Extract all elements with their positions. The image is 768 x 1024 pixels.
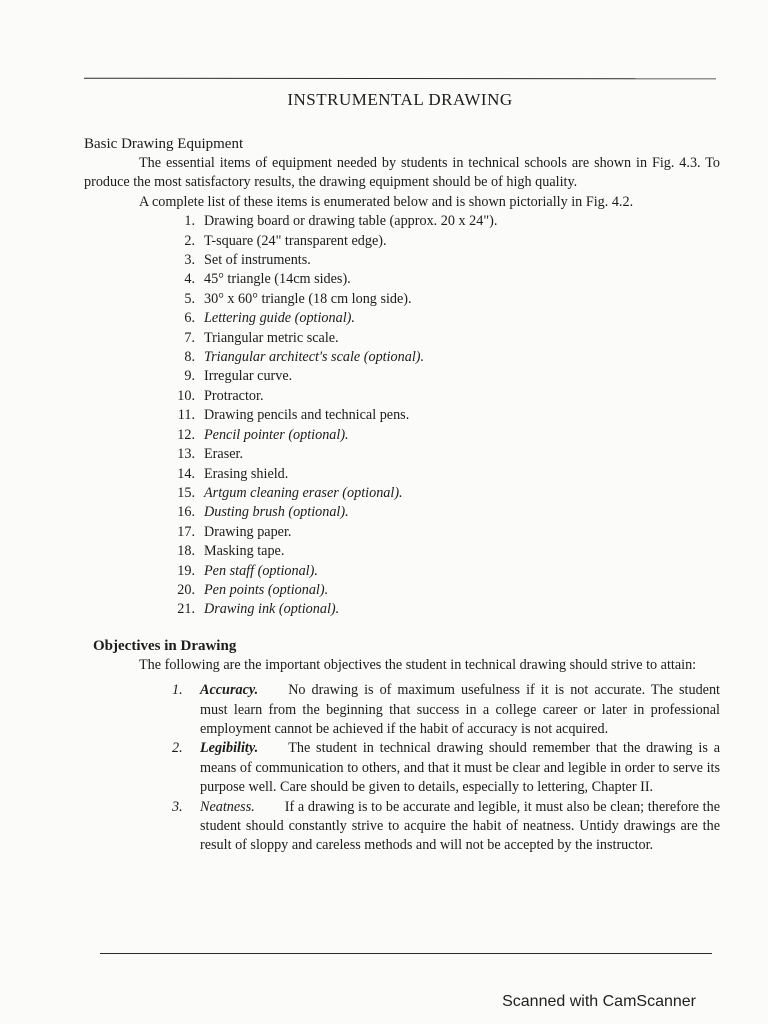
objective-body [200,798,720,856]
list-item-number: 9. [184,368,195,385]
list-item-text: Erasing shield. [204,465,289,482]
equipment-list-item [84,406,720,425]
list-item-text: Triangular architect's scale (optional). [204,349,425,366]
objective-number: 3. [172,798,183,815]
list-item-number: 8. [184,349,195,366]
list-item-number: 14. [177,465,195,482]
basic-paragraph-1: The essential items of equipment needed by students in technical schools are shown in Fig. 4.3. To produce the most satisfactory results, the drawing equipment should be of high quality. [84,155,720,191]
list-item-number: 16. [177,504,195,521]
objective-name: Legibility. [200,740,259,757]
objectives-list [84,681,720,856]
equipment-list-item [84,581,720,600]
objective-body [200,739,720,797]
list-item-number: 21. [177,601,195,618]
equipment-list-item [84,212,720,231]
top-rule [84,78,716,80]
list-item-number: 1. [184,213,195,230]
list-item-text: 45° triangle (14cm sides). [204,271,351,288]
list-item-text: Masking tape. [204,543,285,560]
list-item-text: Drawing ink (optional). [204,601,340,618]
equipment-list-item [84,426,720,445]
basic-paragraph-2: A complete list of these items is enumerated below and is shown pictorially in Fig. 4.2. [139,193,634,210]
equipment-list-item [84,562,720,581]
equipment-list-item [84,503,720,522]
list-item-text: T-square (24" transparent edge). [204,232,387,249]
list-item-number: 5. [184,290,195,307]
equipment-list [84,212,720,620]
list-item-text: Protractor. [204,387,264,404]
section-heading-basic: Basic Drawing Equipment [84,136,244,152]
list-item-number: 4. [184,271,195,288]
equipment-list-item [84,348,720,367]
list-item-text: Pen staff (optional). [204,562,318,579]
equipment-list-item [84,484,720,503]
list-item-number: 6. [184,310,195,327]
list-item-text: Drawing pencils and technical pens. [204,407,410,424]
list-item-text: Triangular metric scale. [204,329,339,346]
list-item-number: 19. [177,562,195,579]
equipment-list-item [84,445,720,464]
page-title: INSTRUMENTAL DRAWING [287,90,513,109]
equipment-list-item [84,542,720,561]
equipment-list-item [84,290,720,309]
equipment-list-item [84,387,720,406]
equipment-list-item [84,329,720,348]
equipment-list-item [84,270,720,289]
list-item-text: Irregular curve. [204,368,293,385]
objective-item [84,739,720,797]
list-item-text: Drawing paper. [204,523,292,540]
list-item-text: Dusting brush (optional). [204,504,349,521]
equipment-list-item [84,465,720,484]
list-item-text: Pencil pointer (optional). [204,426,349,443]
equipment-list-item [84,309,720,328]
objective-item [84,681,720,739]
section-heading-objectives: Objectives in Drawing [93,637,237,654]
bottom-rule [100,953,712,954]
equipment-list-item [84,251,720,270]
list-item-number: 20. [177,581,195,598]
equipment-list-item [84,600,720,619]
equipment-list-item [84,523,720,542]
list-item-number: 18. [177,543,195,560]
scanner-watermark: Scanned with CamScanner [502,993,696,1010]
list-item-number: 2. [184,232,195,249]
list-item-number: 10. [177,387,195,404]
equipment-list-item [84,367,720,386]
list-item-text: Eraser. [204,446,243,463]
objective-number: 2. [172,740,183,757]
list-item-text: Artgum cleaning eraser (optional). [204,484,403,501]
objective-number: 1. [172,682,183,699]
list-item-text: Lettering guide (optional). [204,310,355,327]
list-item-number: 12. [177,426,195,443]
objectives-intro: The following are the important objectives the student in technical drawing should strive to attain: [139,656,697,673]
objective-name: Neatness. [200,798,255,815]
list-item-number: 11. [177,407,195,424]
document-body [84,134,720,856]
objective-text: If a drawing is to be accurate and legible, it must also be clean; therefore the student should constantly strive to acquire the habit of neatness. Untidy drawings are the result of sloppy and careless methods and will not be accepted by the instructor. [200,798,720,854]
objective-text: No drawing is of maximum usefulness if it is not accurate. The student must learn from the beginning that success in a college career or later in professional employment cannot be achieved if the habit of accuracy is not acquired. [200,682,720,737]
list-item-number: 7. [184,329,195,346]
objective-text: The student in technical drawing should remember that the drawing is a means of communication to others, and that it must be clear and legible in order to serve its purpose well. Care should be given to details, especially to lettering, Chapter II. [200,740,720,796]
objective-body [200,681,720,739]
list-item-number: 17. [177,523,195,540]
objective-name: Accuracy. [200,682,259,699]
objective-item [84,798,720,856]
list-item-number: 15. [177,484,195,501]
list-item-number: 13. [177,446,195,463]
list-item-text: 30° x 60° triangle (18 cm long side). [204,290,412,307]
list-item-number: 3. [184,252,195,269]
list-item-text: Set of instruments. [204,252,311,269]
equipment-list-item [84,232,720,251]
list-item-text: Pen points (optional). [204,581,329,598]
list-item-text: Drawing board or drawing table (approx. 20 x 24"). [204,213,498,230]
